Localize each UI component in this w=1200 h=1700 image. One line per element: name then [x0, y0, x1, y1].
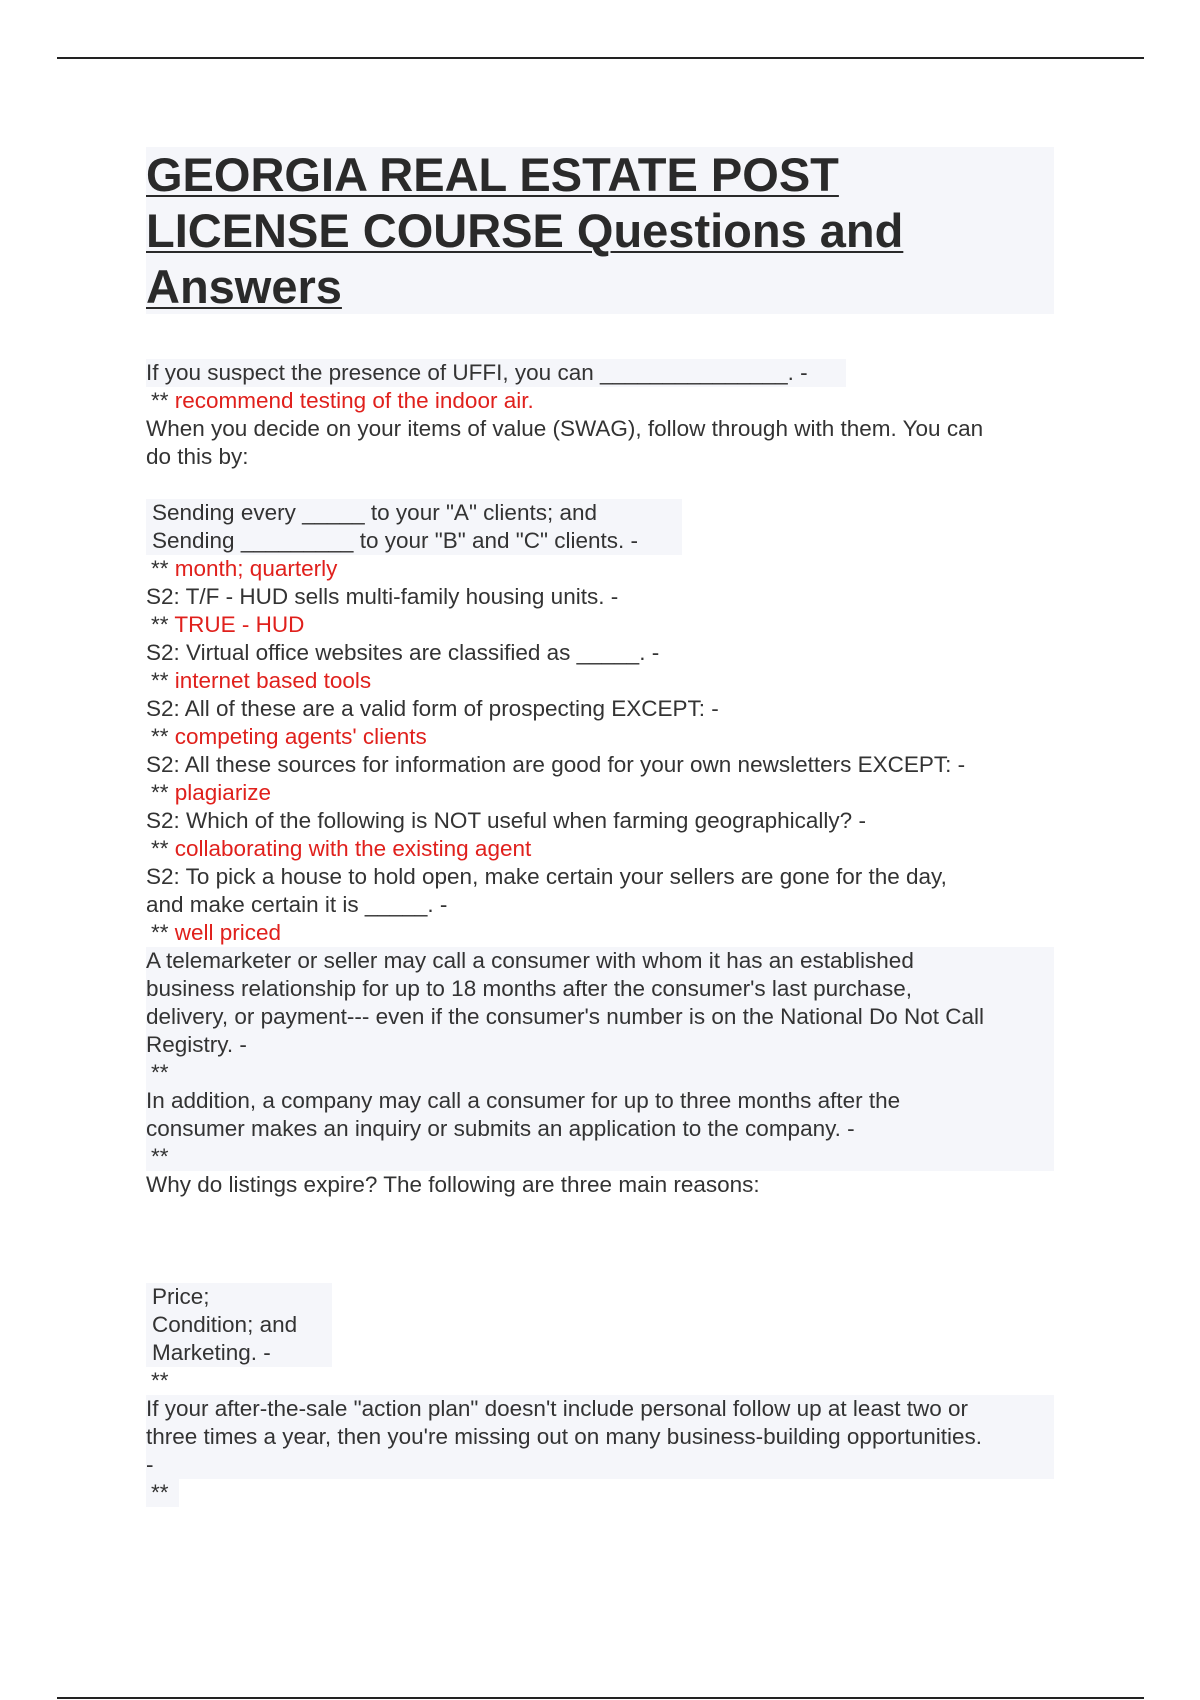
question-subline: Marketing. -: [146, 1339, 332, 1367]
question-subline: Sending every _____ to your "A" clients; and: [146, 499, 682, 527]
question-text: S2: T/F - HUD sells multi-family housing units. -: [146, 584, 619, 609]
answer-line: [146, 919, 1054, 947]
answer-text: competing agents' clients: [174, 724, 427, 749]
answer-prefix: **: [151, 780, 175, 805]
question-text: delivery, or payment--- even if the consumer's number is on the National Do Not Call: [146, 1003, 1054, 1031]
question-text: A telemarketer or seller may call a consumer with whom it has an established: [146, 947, 1054, 975]
question-text: S2: Which of the following is NOT useful when farming geographically? -: [146, 808, 866, 833]
answer-text: recommend testing of the indoor air.: [174, 388, 534, 413]
question-text: S2: All these sources for information are good for your own newsletters EXCEPT: -: [146, 752, 966, 777]
question-text: business relationship for up to 18 months after the consumer's last purchase,: [146, 975, 1054, 1003]
title-line: Answers: [146, 260, 342, 313]
answer-prefix: **: [151, 668, 175, 693]
document-body: [146, 147, 1054, 1507]
answer-text: TRUE - HUD: [174, 612, 305, 637]
question-text: S2: All of these are a valid form of prospecting EXCEPT: -: [146, 696, 719, 721]
question-text: If your after-the-sale "action plan" doesn't include personal follow up at least two or: [146, 1395, 1054, 1423]
question-text: If you suspect the presence of UFFI, you can _______________. -: [146, 359, 846, 387]
answer-marker: **: [146, 1143, 1054, 1171]
title-line: LICENSE COURSE Questions and: [146, 204, 904, 257]
qa-list: [146, 359, 1054, 1507]
spacer: [146, 1199, 1054, 1283]
answer-prefix: **: [151, 388, 175, 413]
title-block: [146, 147, 1054, 314]
answer-text: plagiarize: [174, 780, 272, 805]
answer-line: [146, 667, 1054, 695]
answer-prefix: **: [151, 920, 175, 945]
answer-prefix: **: [151, 724, 175, 749]
question-text: -: [146, 1451, 1054, 1479]
answer-line: [146, 555, 1054, 583]
question-text: Why do listings expire? The following are three main reasons:: [146, 1172, 760, 1197]
answer-prefix: **: [151, 612, 175, 637]
question-text: do this by:: [146, 444, 249, 469]
question-text: When you decide on your items of value (SWAG), follow through with them. You can: [146, 416, 984, 441]
answer-line: [146, 779, 1054, 807]
answer-line: [146, 835, 1054, 863]
answer-line: [146, 723, 1054, 751]
question-text: and make certain it is _____. -: [146, 892, 448, 917]
answer-prefix: **: [151, 556, 175, 581]
bottom-rule: [57, 1697, 1144, 1699]
title-line: GEORGIA REAL ESTATE POST: [146, 148, 839, 201]
answer-marker: **: [146, 1059, 1054, 1087]
top-rule: [57, 57, 1144, 59]
question-subline: Condition; and: [146, 1311, 332, 1339]
question-subline: Price;: [146, 1283, 332, 1311]
answer-text: collaborating with the existing agent: [174, 836, 532, 861]
answer-line: [146, 611, 1054, 639]
answer-text: internet based tools: [174, 668, 372, 693]
question-subline: Sending _________ to your "B" and "C" clients. -: [146, 527, 682, 555]
answer-marker: **: [146, 1479, 179, 1507]
question-text: S2: To pick a house to hold open, make certain your sellers are gone for the day,: [146, 864, 947, 889]
answer-marker: **: [151, 1368, 169, 1393]
answer-line: [146, 387, 1054, 415]
question-text: consumer makes an inquiry or submits an application to the company. -: [146, 1115, 1054, 1143]
document-title: [146, 147, 1054, 315]
question-text: S2: Virtual office websites are classified as _____. -: [146, 640, 660, 665]
answer-prefix: **: [151, 836, 175, 861]
answer-text: month; quarterly: [174, 556, 338, 581]
question-text: three times a year, then you're missing out on many business-building opportunities.: [146, 1423, 1054, 1451]
question-text: Registry. -: [146, 1031, 1054, 1059]
answer-text: well priced: [174, 920, 282, 945]
question-text: In addition, a company may call a consumer for up to three months after the: [146, 1087, 1054, 1115]
spacer: [146, 471, 1054, 499]
